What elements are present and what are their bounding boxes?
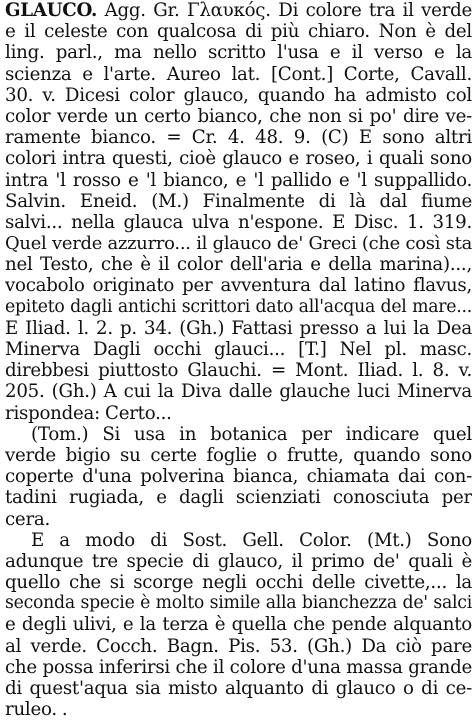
entry-line: vocabolo originato per avventura dal latino flavus, [5,275,472,297]
entry-line: rispondea: Certo... [5,402,172,424]
entry-line: Salvin. Eneid. (M.) Finalmente di là dal fiume [5,190,472,212]
entry-line: colori intra questi, cioè glauco e roseo, i quali sono [5,148,472,170]
entry-line: coperte d'una polverina bianca, chiamata dai con- [5,466,472,488]
entry-line: 205. (Gh.) A cui la Diva dalle glauche luci Minerva [5,381,472,403]
dictionary-entry-glauco [5,0,472,720]
entry-line: salvi... nella glauca ulva n'espone. E Disc. 1. 319. [5,211,472,233]
entry-line: e degli ulivi, e la terza è quella che pende alquanto [5,614,472,636]
entry-line: al verde. Cocch. Bagn. Pis. 53. (Gh.) Da ciò pare [5,635,472,657]
entry-line: color verde un certo bianco, che non si po' dire ve- [5,105,472,127]
entry-line: nel Testo, che è il color dell'aria e della marina)..., [5,254,472,276]
headword: GLAUCO. [5,0,98,21]
entry-line: adunque tre specie di glauco, il primo de' quali è [5,550,472,572]
entry-line: di quest'aqua sia misto alquanto di glauco o di ce- [5,678,472,699]
entry-line: Quel verde azzurro... il glauco de' Greci (che così sta [5,233,472,255]
entry-line: ling. parl., ma nello scritto l'usa e il verso e la [5,42,472,64]
entry-line: che possa inferirsi che il colore d'una massa grande [5,656,472,678]
entry-line: seconda specie è molto simile alla bianchezza de' salci [5,593,472,614]
entry-line: (Tom.) Si usa in botanica per indicare quel [31,423,472,445]
entry-line: E a modo di Sost. Gell. Color. (Mt.) Sono [31,529,472,551]
entry-line: ruleo. . [5,699,68,720]
entry-line: E Iliad. l. 2. p. 34. (Gh.) Fattasi presso a lui la Dea [5,317,472,339]
entry-line: quello che si scorge negli occhi delle civette,... la [5,572,472,594]
entry-line: epiteto dagli antichi scrittori dato all'acqua del mare... [5,296,472,317]
entry-line: tadini rugiada, e dagli scienziati conosciuta per [5,487,472,509]
entry-line: GLAUCO. Agg. Gr. Γλαυκός. Di colore tra il verde [5,0,472,21]
entry-line: Minerva Dagli occhi glauci... [T.] Nel pl. masc. [5,339,472,360]
entry-line: ramente bianco. = Cr. 4. 48. 9. (C) E sono altri [5,127,472,149]
entry-line: direbbesi piuttosto Glauchi. = Mont. Iliad. l. 8. v. [5,360,472,382]
entry-line: intra 'l rosso e 'l bianco, e 'l pallido e 'l suppallido. [5,169,472,191]
entry-line: 30. v. Dicesi color glauco, quando ha admisto col [5,84,472,106]
entry-line: e il celeste con qualcosa di più chiaro. Non è del [5,21,472,43]
entry-line: cera. [5,508,51,530]
entry-line: verde bigio su certe foglie o frutte, quando sono [5,444,472,466]
entry-line: scienza e l'arte. Aureo lat. [Cont.] Corte, Cavall. [5,63,472,85]
